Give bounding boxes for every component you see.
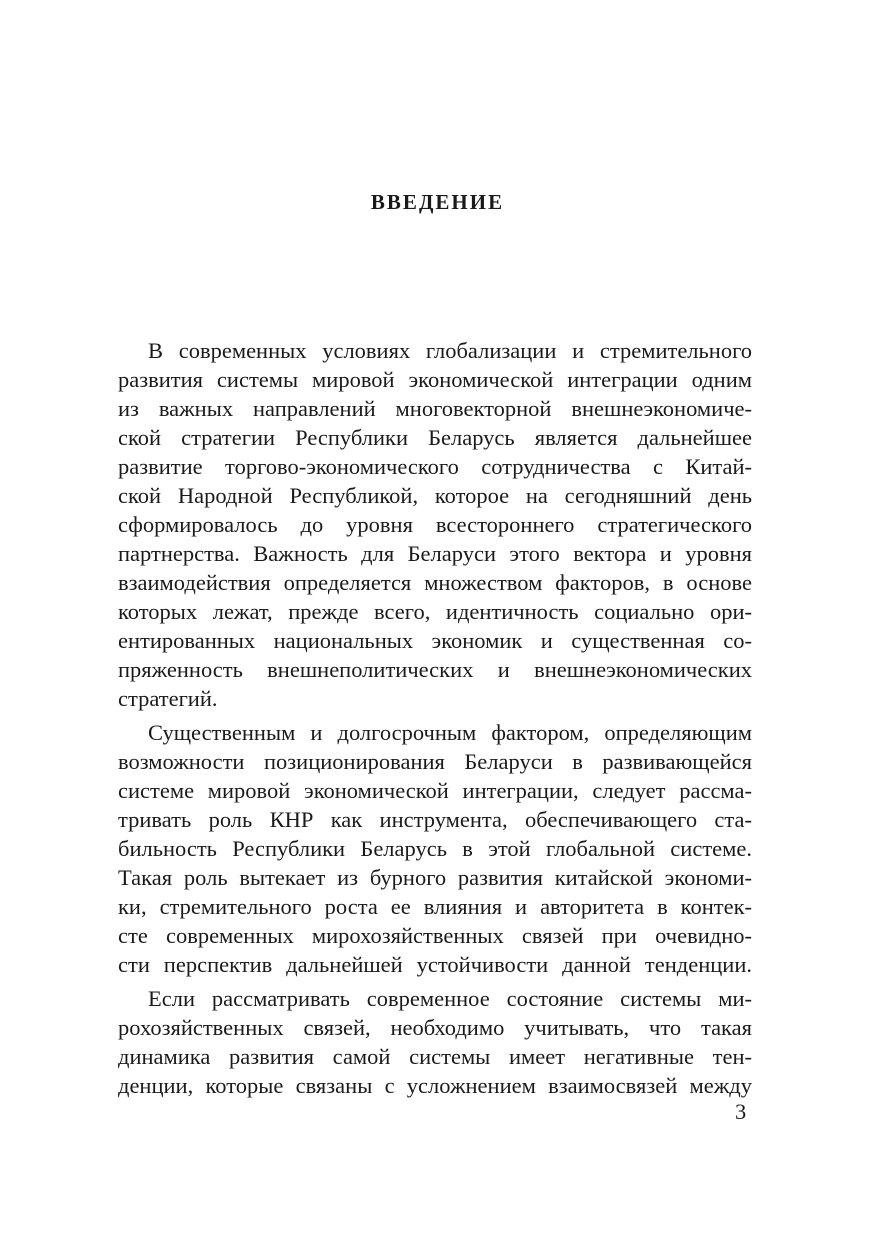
text-line: Существенным и долгосрочным фактором, определяющим xyxy=(148,720,752,745)
text-line: В современных условиях глобализации и стремительного xyxy=(148,338,752,363)
text-line: тривать роль КНР как инструмента, обеспечивающего ста- xyxy=(118,807,752,832)
text-line: динамика развития самой системы имеет негативные тен- xyxy=(118,1044,752,1069)
text-line: которых лежат, прежде всего, идентичность социально ори- xyxy=(118,599,752,624)
text-line: рохозяйственных связей, необходимо учитывать, что такая xyxy=(118,1015,752,1040)
paragraph xyxy=(118,984,752,1100)
text-line: взаимодействия определяется множеством факторов, в основе xyxy=(118,570,752,595)
text-line: возможности позиционирования Беларуси в развивающейся xyxy=(118,749,752,774)
text-line: Такая роль вытекает из бурного развития китайской экономи- xyxy=(118,865,752,890)
page-title: ВВЕДЕНИЕ xyxy=(370,190,505,214)
text-line: денции, которые связаны с усложнением взаимосвязей между xyxy=(118,1073,752,1098)
text-line: сти перспектив дальнейшей устойчивости данной тенденции. xyxy=(118,952,752,977)
text-line: развитие торгово-экономического сотрудничества с Китай- xyxy=(118,454,752,479)
text-line: системе мировой экономической интеграции, следует рассма- xyxy=(118,778,752,803)
text-line: бильность Республики Беларусь в этой глобальной системе. xyxy=(118,836,752,861)
text-line: ской стратегии Республики Беларусь является дальнейшее xyxy=(118,425,752,450)
text-line: партнерства. Важность для Беларуси этого вектора и уровня xyxy=(118,541,752,566)
text-line: сте современных мирохозяйственных связей при очевидно- xyxy=(118,923,752,948)
text-line: ской Народной Республикой, которое на сегодняшний день xyxy=(118,483,752,508)
paragraph xyxy=(118,336,752,713)
text-line: Если рассматривать современное состояние системы ми- xyxy=(148,986,752,1011)
paragraph xyxy=(118,718,752,979)
page-number: 3 xyxy=(735,1099,747,1124)
text-line: из важных направлений многовекторной внешнеэкономиче- xyxy=(118,396,752,421)
text-line: ентированных национальных экономик и существенная со- xyxy=(118,628,752,653)
text-line: пряженность внешнеполитических и внешнеэкономических xyxy=(118,657,752,682)
text-line: стратегий. xyxy=(118,686,218,711)
text-line: ки, стремительного роста ее влияния и авторитета в контек- xyxy=(118,894,752,919)
body-text xyxy=(118,336,752,1100)
text-line: развития системы мировой экономической интеграции одним xyxy=(118,367,752,392)
text-line: сформировалось до уровня всестороннего стратегического xyxy=(118,512,752,537)
